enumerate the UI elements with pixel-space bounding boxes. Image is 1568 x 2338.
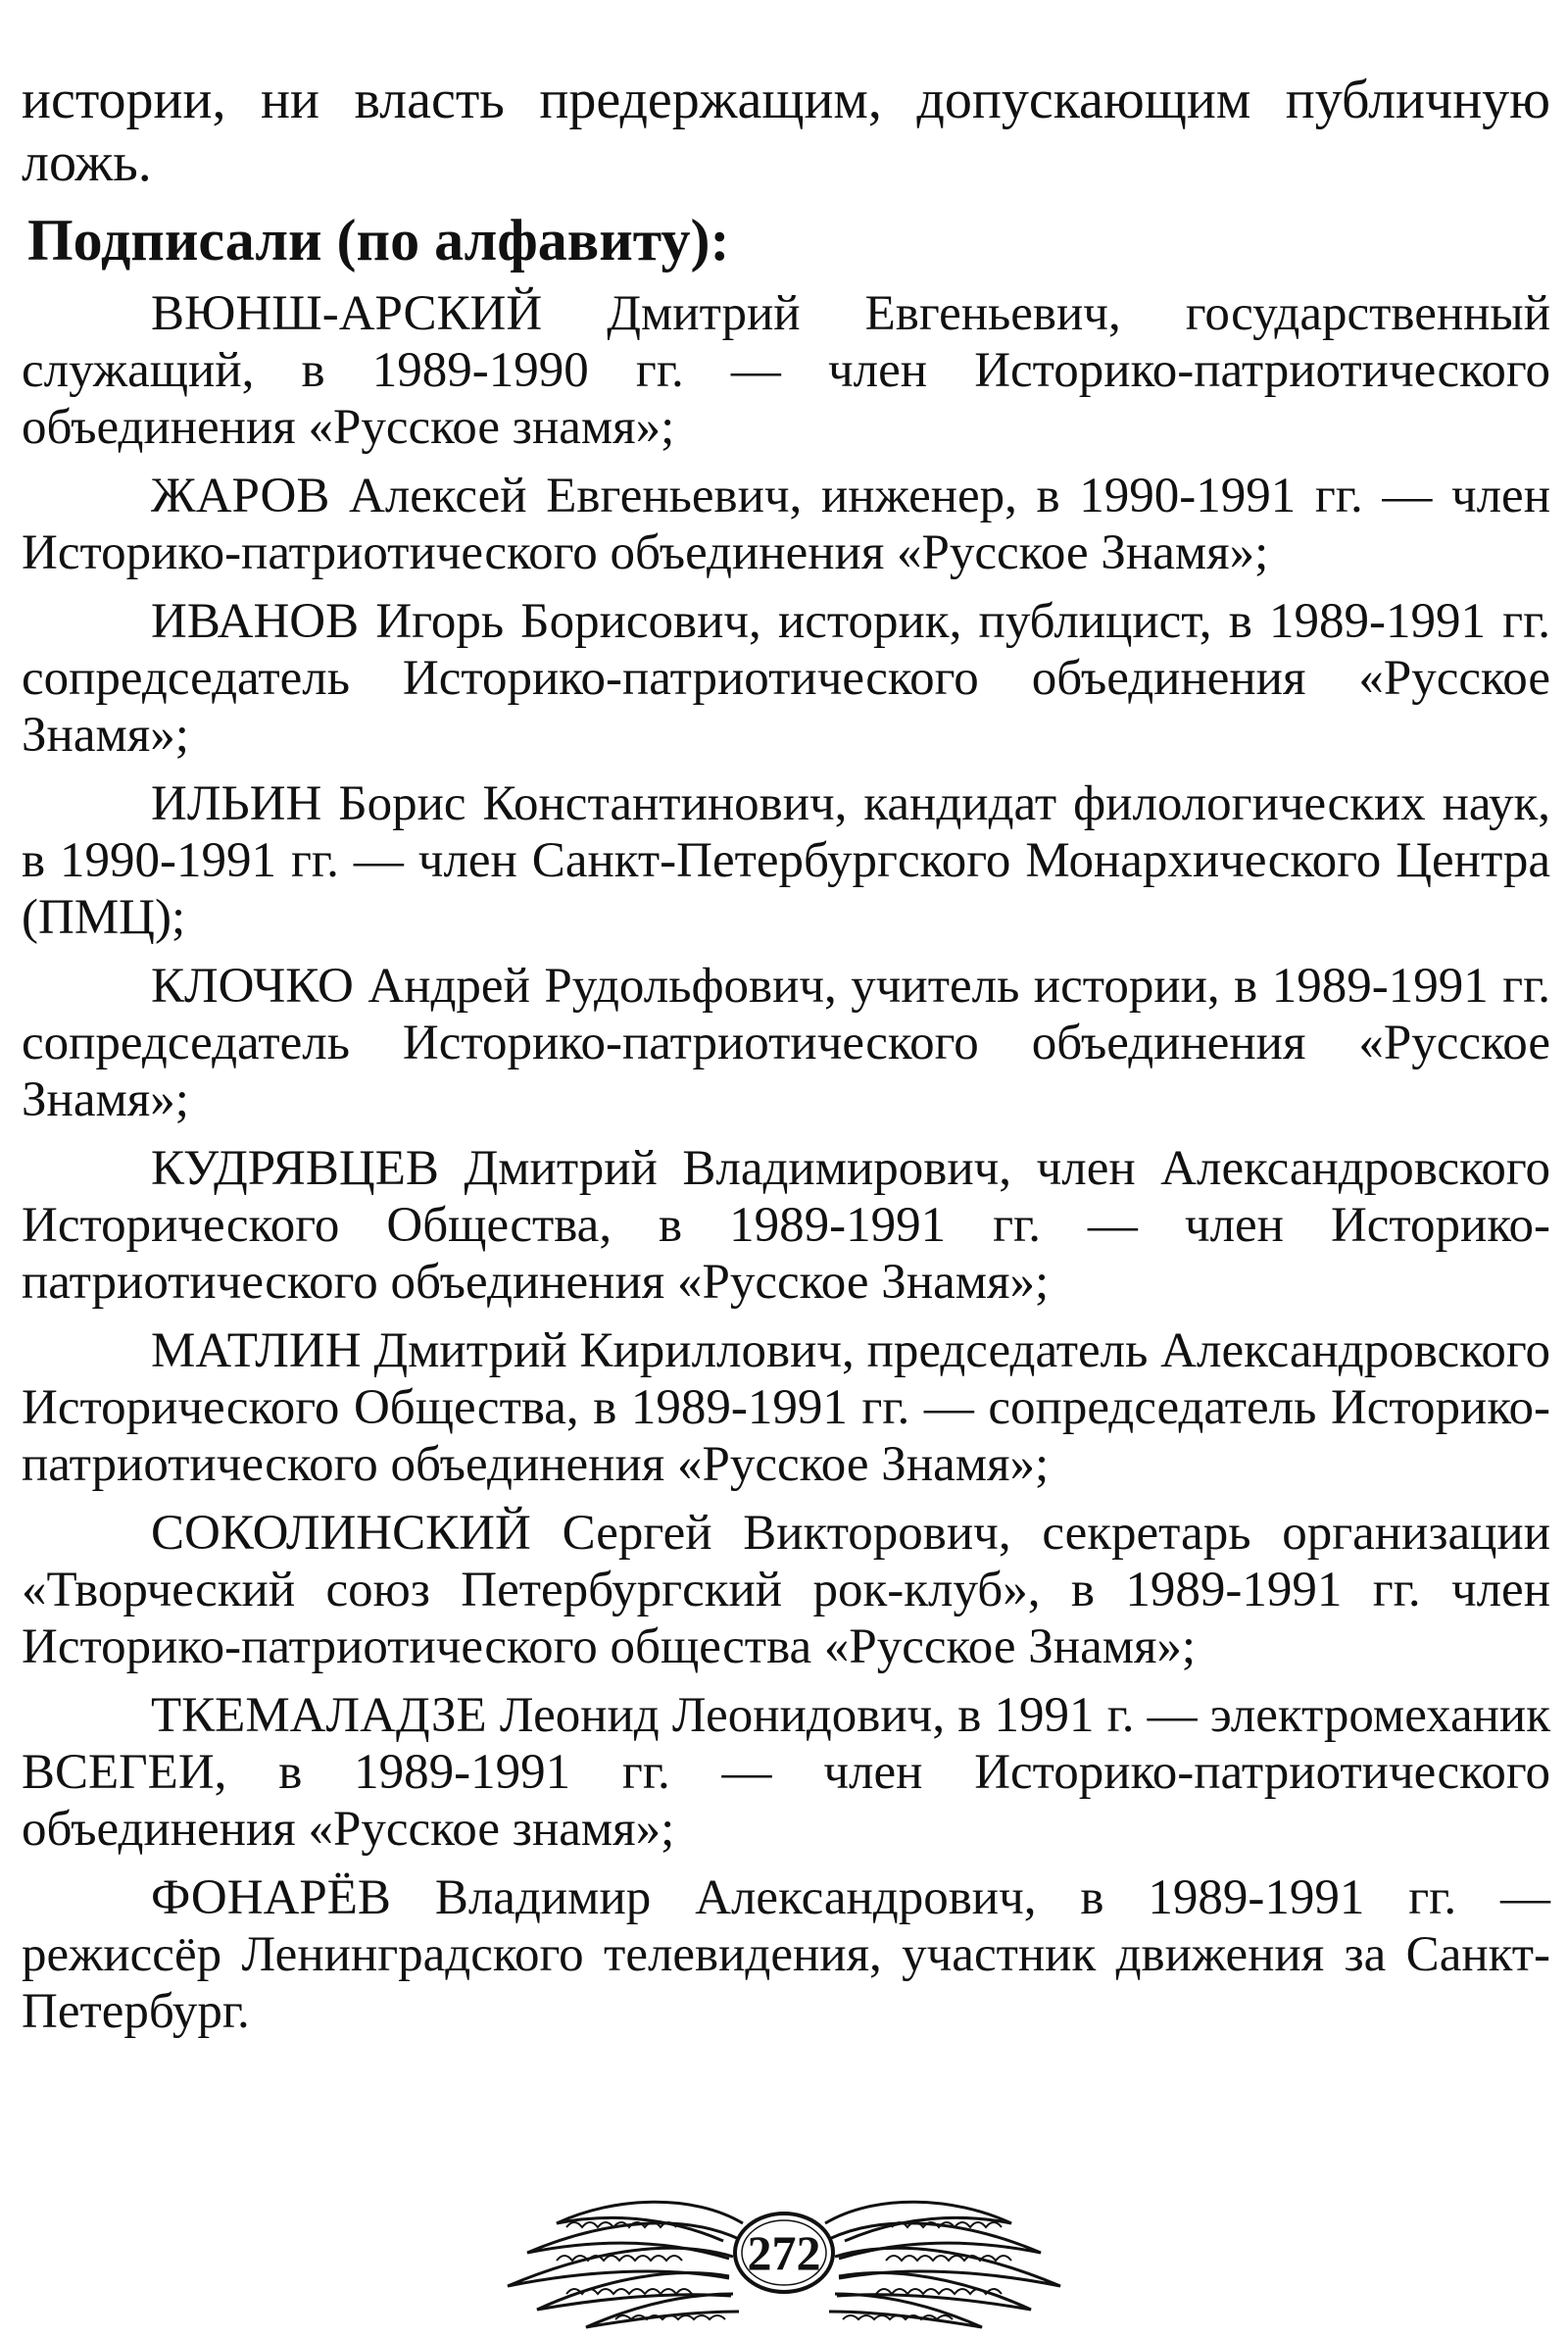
signer-entry: ЖАРОВ Алексей Евгеньевич, инженер, в 1990-1991 гг. — член Историко-патриотического объединения «Русское Знамя»; [22,469,1550,580]
document-page [22,0,1550,2338]
page-footer [498,2184,1070,2331]
signer-entry: ИЛЬИН Борис Константинович, кандидат филологических наук, в 1990-1991 гг. — член Санкт-Петербургского Монархического Центра (ПМЦ); [22,776,1550,945]
signer-entry: ИВАНОВ Игорь Борисович, историк, публицист, в 1989-1991 гг. сопредседатель Историко-патриотического объединения «Русское Знамя»; [22,594,1550,763]
intro-paragraph: истории, ни власть предержащим, допускающим публичную ложь. [22,70,1550,193]
signer-entry: ВЮНШ-АРСКИЙ Дмитрий Евгеньевич, государственный служащий, в 1989-1990 гг. — член Историко-патриотического объединения «Русское знамя»; [22,286,1550,455]
signer-entry: ТКЕМАЛАДЗЕ Леонид Леонидович, в 1991 г. — электромеханик ВСЕГЕИ, в 1989-1991 гг. — член Историко-патриотического объединения «Русское знамя»; [22,1688,1550,1857]
signer-entry: КЛОЧКО Андрей Рудольфович, учитель истории, в 1989-1991 гг. сопредседатель Историко-патриотического объединения «Русское Знамя»; [22,959,1550,1127]
signer-entry: ФОНАРЁВ Владимир Александрович, в 1989-1991 гг. — режиссёр Ленинградского телевидения, участник движения за Санкт-Петербург. [22,1870,1550,2039]
signer-entry: СОКОЛИНСКИЙ Сергей Викторович, секретарь организации «Творческий союз Петербургский рок-клуб», в 1989-1991 гг. член Историко-патриотического общества «Русское Знамя»; [22,1506,1550,1674]
signers-list [22,285,1550,2052]
signers-heading: Подписали (по алфавиту): [27,208,730,273]
signer-entry: МАТЛИН Дмитрий Кириллович, председатель Александровского Исторического Общества, в 1989-1991 гг. — сопредседатель Историко-патриотического объединения «Русское Знамя»; [22,1323,1550,1492]
page-number: 272 [747,2225,821,2280]
signer-entry: КУДРЯВЦЕВ Дмитрий Владимирович, член Александровского Исторического Общества, в 1989-1991 гг. — член Историко-патриотического объединения «Русское Знамя»; [22,1141,1550,1310]
